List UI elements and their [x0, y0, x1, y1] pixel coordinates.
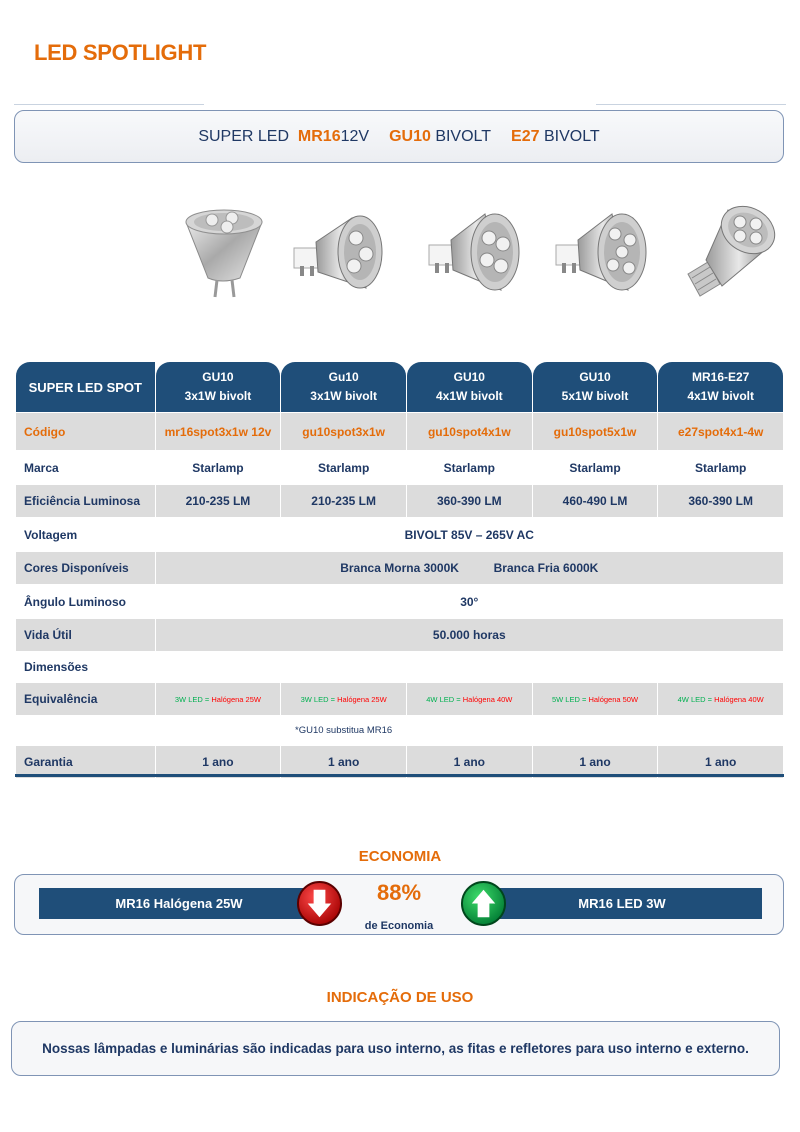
spec-table — [15, 361, 784, 779]
eficiencia-cell: 360-390 LM — [658, 485, 783, 517]
garantia-cell: 1 ano — [658, 746, 783, 778]
marca-cell: Starlamp — [658, 451, 783, 484]
row-label-blank — [16, 716, 155, 745]
economia-title: ECONOMIA — [358, 848, 442, 865]
marca-cell: Starlamp — [407, 451, 532, 484]
product-header-spec: 5x1W bivolt — [561, 389, 629, 403]
codigo-cell: gu10spot5x1w — [533, 413, 658, 450]
eq-halogen: Halógena 50W — [588, 694, 639, 704]
cores-cool: Branca Fria 6000K — [493, 561, 599, 575]
note-cell-empty — [407, 716, 532, 745]
product-header-1 — [156, 362, 281, 412]
product-images — [0, 200, 800, 310]
table-row-vida — [16, 619, 783, 651]
product-header-2 — [281, 362, 406, 412]
eq-halogen: Halógena 40W — [462, 694, 513, 704]
eq-led: 4W LED — [677, 694, 706, 704]
eq-halogen: Halógena 25W — [211, 694, 261, 704]
angulo-cell: 30° — [156, 585, 783, 618]
dimensoes-cell — [281, 652, 406, 682]
row-label-cores: Cores Disponíveis — [16, 552, 155, 584]
arrow-down-icon — [296, 880, 343, 927]
eq-sign: = — [328, 694, 338, 704]
eq-sign: = — [202, 694, 212, 704]
note-cell-empty — [658, 716, 783, 745]
eq-sign: = — [454, 694, 463, 704]
product-header-spec: 4x1W bivolt — [687, 389, 755, 403]
gu10-spot-4led-image — [425, 200, 525, 305]
dimensoes-cell — [407, 652, 532, 682]
banner-mr16-code: MR16 — [297, 127, 341, 145]
cores-warm: Branca Morna 3000K — [340, 561, 459, 575]
eficiencia-cell: 360-390 LM — [407, 485, 532, 517]
eq-halogen: Halógena 40W — [714, 694, 764, 704]
banner-super-led — [198, 128, 369, 146]
eficiencia-cell: 460-490 LM — [533, 485, 658, 517]
product-line-banner — [14, 110, 784, 163]
eq-sign: = — [579, 694, 589, 704]
banner-e27-code: E27 — [511, 127, 540, 145]
dimensoes-cell — [533, 652, 658, 682]
garantia-cell: 1 ano — [533, 746, 658, 778]
row-label-garantia: Garantia — [16, 746, 155, 778]
marca-cell: Starlamp — [281, 451, 406, 484]
garantia-cell: 1 ano — [156, 746, 281, 778]
row-label-equivalencia: Equivalência — [16, 683, 155, 715]
codigo-cell: mr16spot3x1w 12v — [156, 413, 281, 450]
mr16-spot-3led-image — [172, 200, 272, 305]
product-header-model: GU10 — [579, 370, 611, 384]
product-header-spec: 4x1W bivolt — [435, 389, 503, 403]
gu10-spot-5led-image — [552, 200, 652, 305]
product-header-model: GU10 — [202, 370, 234, 384]
row-label-voltagem: Voltagem — [16, 518, 155, 551]
product-header-model: Gu10 — [328, 370, 359, 384]
banner-mr16-voltage: 12V — [340, 127, 370, 145]
table-row-cores — [16, 552, 783, 584]
uso-title: INDICAÇÃO DE USO — [326, 989, 474, 1006]
marca-cell: Starlamp — [156, 451, 281, 484]
vida-cell: 50.000 horas — [156, 619, 783, 651]
table-row-equivalencia — [16, 683, 783, 715]
row-label-eficiencia: Eficiência Luminosa — [16, 485, 155, 517]
led-bar: MR16 LED 3W — [482, 888, 762, 919]
note-cell-empty — [156, 716, 281, 745]
garantia-cell: 1 ano — [407, 746, 532, 778]
row-label-vida: Vida Útil — [16, 619, 155, 651]
row-label-dimensoes: Dimensões — [16, 652, 155, 682]
eq-led: 3W LED — [174, 694, 203, 704]
uso-text: Nossas lâmpadas e luminárias são indicadas para uso interno, as fitas e refletores para uso interno e externo. — [42, 1041, 749, 1056]
banner-prefix: SUPER LED — [198, 127, 290, 145]
dimensoes-cell — [156, 652, 281, 682]
marca-cell: Starlamp — [533, 451, 658, 484]
e27-spot-4led-image — [678, 200, 778, 305]
eficiencia-cell: 210-235 LM — [156, 485, 281, 517]
gu10-note: *GU10 substitua MR16 — [281, 716, 406, 745]
eq-sign: = — [705, 694, 715, 704]
equivalencia-cell — [533, 683, 658, 715]
eficiencia-cell: 210-235 LM — [281, 485, 406, 517]
product-header-model: MR16-E27 — [691, 370, 750, 384]
gu10-spot-3led-image — [290, 200, 390, 305]
banner-e27-voltage: BIVOLT — [543, 127, 600, 145]
note-cell-empty — [533, 716, 658, 745]
divider-right — [596, 104, 786, 105]
product-header-spec: 3x1W bivolt — [310, 389, 377, 403]
dimensoes-cell — [658, 652, 783, 682]
product-header-3 — [407, 362, 532, 412]
page-title: LED SPOTLIGHT — [34, 40, 207, 65]
equivalencia-cell — [156, 683, 281, 715]
banner-gu10-code: GU10 — [389, 127, 431, 145]
table-row-marca — [16, 451, 783, 484]
eq-halogen: Halógena 25W — [337, 694, 387, 704]
banner-gu10 — [389, 128, 491, 146]
row-label-angulo: Ângulo Luminoso — [16, 585, 155, 618]
cores-cell — [156, 552, 783, 584]
equivalencia-cell — [281, 683, 406, 715]
halogen-bar: MR16 Halógena 25W — [39, 888, 319, 919]
divider-left — [14, 104, 204, 105]
codigo-cell: gu10spot3x1w — [281, 413, 406, 450]
equivalencia-cell — [407, 683, 532, 715]
table-row-codigo — [16, 413, 783, 450]
table-header-label: SUPER LED SPOT — [16, 362, 155, 412]
product-header-5 — [658, 362, 783, 412]
product-header-spec: 3x1W bivolt — [184, 389, 252, 403]
arrow-up-icon — [460, 880, 507, 927]
banner-gu10-voltage: BIVOLT — [435, 127, 492, 145]
eq-led: 3W LED — [300, 694, 329, 704]
codigo-cell: e27spot4x1-4w — [658, 413, 783, 450]
table-header-row — [16, 362, 783, 412]
table-row-dimensoes — [16, 652, 783, 682]
eq-led: 5W LED — [551, 694, 580, 704]
table-row-eficiencia — [16, 485, 783, 517]
economy-percent: 88% — [376, 880, 422, 905]
economy-percent-label: de Economia — [364, 920, 434, 932]
table-bottom-border — [15, 774, 784, 777]
banner-e27 — [511, 128, 600, 146]
table-row-note — [16, 716, 783, 745]
product-header-model: GU10 — [453, 370, 485, 384]
product-header-4 — [533, 362, 658, 412]
eq-led: 4W LED — [426, 694, 455, 704]
equivalencia-cell — [658, 683, 783, 715]
table-row-voltagem — [16, 518, 783, 551]
row-label-codigo: Código — [16, 413, 155, 450]
codigo-cell: gu10spot4x1w — [407, 413, 532, 450]
row-label-marca: Marca — [16, 451, 155, 484]
garantia-cell: 1 ano — [281, 746, 406, 778]
uso-box — [11, 1021, 780, 1076]
table-row-angulo — [16, 585, 783, 618]
voltagem-cell: BIVOLT 85V – 265V AC — [156, 518, 783, 551]
